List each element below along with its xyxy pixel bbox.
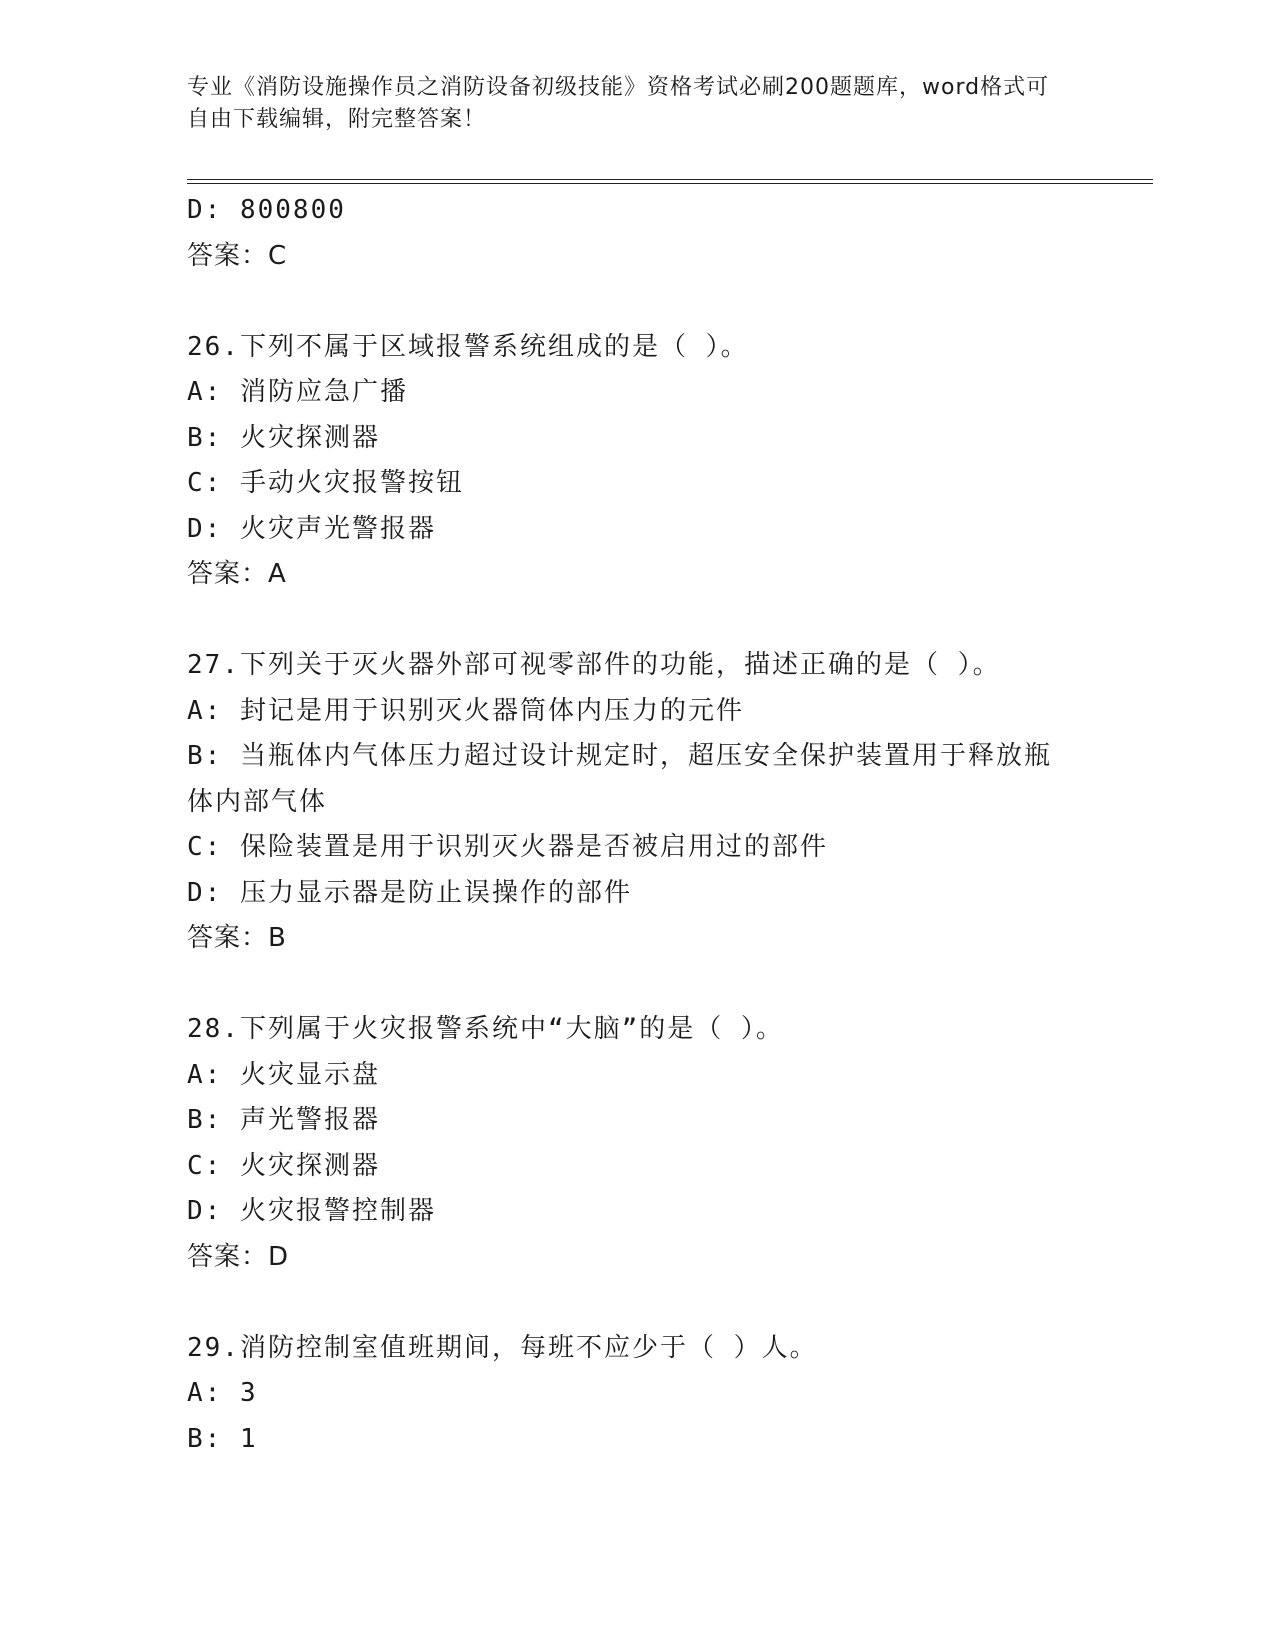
option-a: A: 火灾显示盘 <box>187 1059 380 1090</box>
answer-line: 答案：D <box>187 1241 290 1272</box>
spacer <box>187 279 1087 325</box>
option-b: B: 当瓶体内气体压力超过设计规定时，超压安全保护装置用于释放瓶体内部气体 <box>187 741 1052 817</box>
spacer <box>187 1280 1087 1326</box>
question-stem: 28.下列属于火灾报警系统中“大脑”的是（ ）。 <box>187 1014 784 1044</box>
page-header: 专业《消防设施操作员之消防设备初级技能》资格考试必刷200题题库，word格式可自由下载编辑，附完整答案！ <box>187 75 1050 132</box>
answer-line: 答案：A <box>187 559 287 589</box>
header-divider-bottom <box>187 183 1153 184</box>
question-list <box>187 188 1087 1462</box>
header-divider-top <box>187 179 1153 180</box>
option-c: C: 保险装置是用于识别灭火器是否被启用过的部件 <box>187 832 828 862</box>
option-d: D: 800800 <box>187 195 346 225</box>
option-a: A: 3 <box>187 1378 258 1408</box>
question-stem: 27.下列关于灭火器外部可视零部件的功能，描述正确的是（ ）。 <box>187 650 1001 680</box>
option-a: A: 封记是用于识别灭火器筒体内压力的元件 <box>187 695 744 726</box>
option-d: D: 火灾报警控制器 <box>187 1196 436 1226</box>
spacer <box>187 962 1087 1008</box>
spacer <box>187 598 1087 644</box>
question-stem: 29.消防控制室值班期间，每班不应少于（ ）人。 <box>187 1332 818 1363</box>
question-stem: 26.下列不属于区域报警系统组成的是（ ）。 <box>187 331 749 362</box>
answer-line: 答案：B <box>187 923 287 953</box>
option-b: B: 声光警报器 <box>187 1105 380 1135</box>
option-a: A: 消防应急广播 <box>187 377 408 407</box>
answer-line: 答案：C <box>187 240 288 271</box>
option-d: D: 压力显示器是防止误操作的部件 <box>187 877 632 908</box>
option-d: D: 火灾声光警报器 <box>187 513 436 544</box>
option-b: B: 火灾探测器 <box>187 422 380 453</box>
option-b: B: 1 <box>187 1423 258 1454</box>
option-c: C: 火灾探测器 <box>187 1150 380 1181</box>
option-c: C: 手动火灾报警按钮 <box>187 468 464 498</box>
